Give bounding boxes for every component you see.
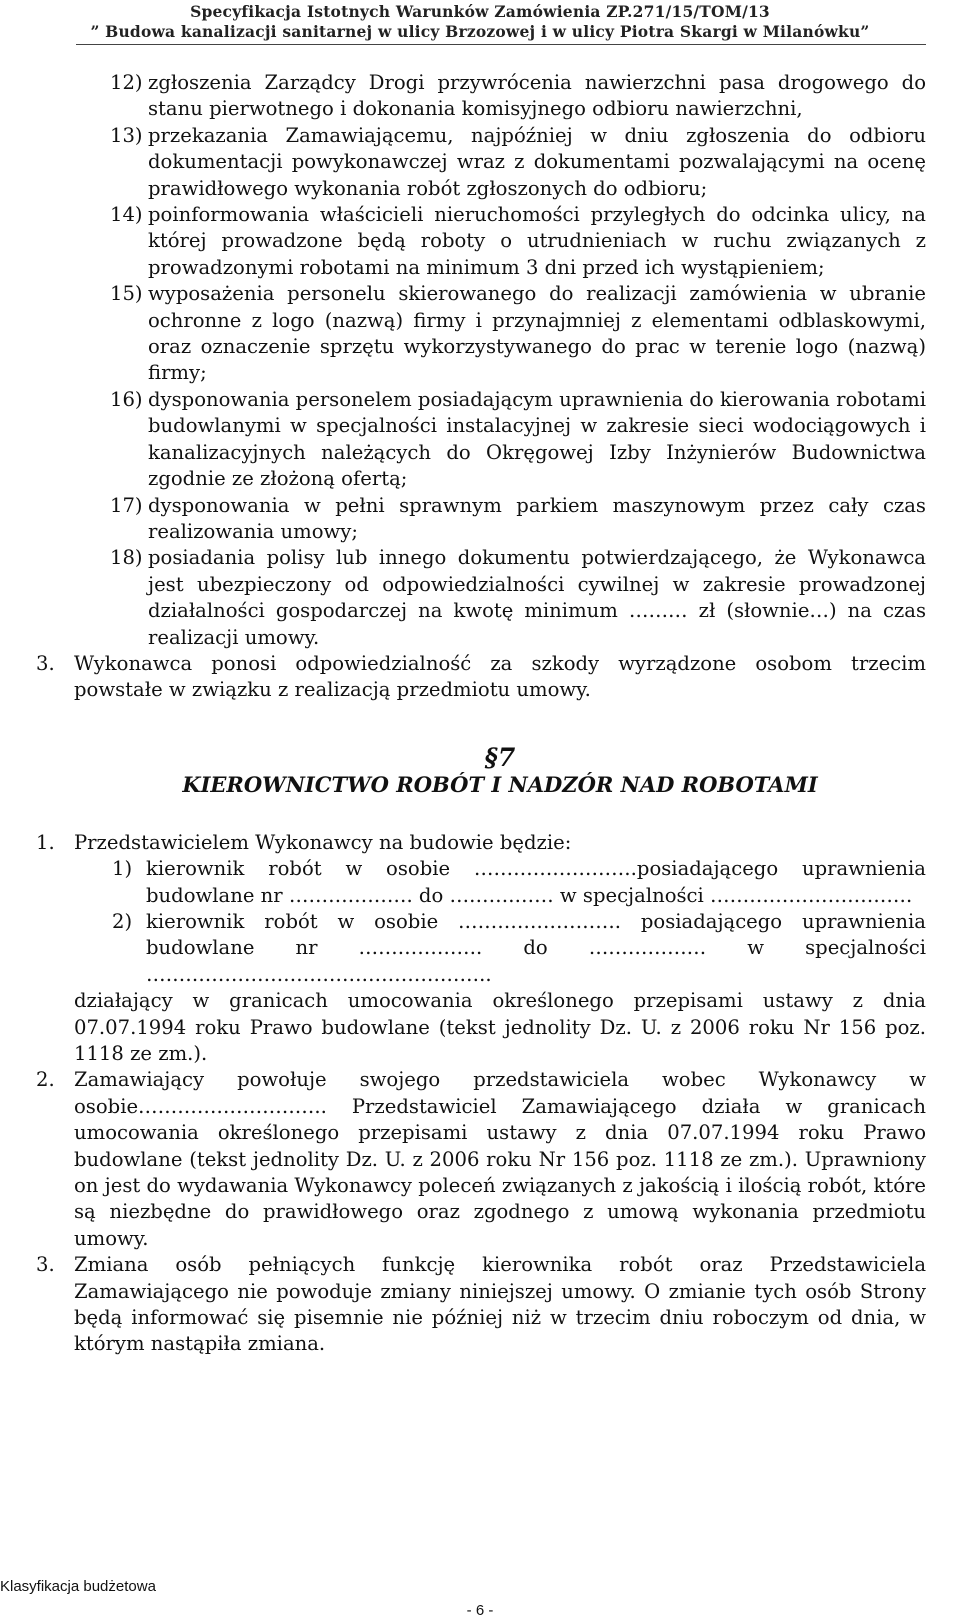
paragraph-intro: Przedstawicielem Wykonawcy na budowie będzie: xyxy=(74,830,572,854)
sub-item-1 xyxy=(74,856,926,909)
sub-item-2 xyxy=(74,909,926,988)
paragraph-point-2-employer-rep xyxy=(36,1067,926,1252)
header-spec-title: Specyfikacja Istotnych Warunków Zamówienia ZP.271/15/TOM/13 xyxy=(190,2,770,21)
list-item-text: dysponowania personelem posiadającym uprawnienia do kierowania robotami budowlanymi w specjalności instalacyjnej w zakresie sieci wodociągowych i kanalizacyjnych należących do Okręgowej Izby Inżynierów Budownictwa zgodnie ze złożoną ofertą; xyxy=(148,387,926,491)
paragraph-number: 1. xyxy=(36,830,55,854)
paragraph-number: 2. xyxy=(36,1068,55,1092)
paragraph-point-3-liability xyxy=(36,651,926,704)
list-item-number: 13) xyxy=(110,123,143,147)
list-item-15 xyxy=(74,281,926,387)
footer-classification: Klasyfikacja budżetowa xyxy=(0,1578,156,1595)
list-item-text: zgłoszenia Zarządcy Drogi przywrócenia nawierzchni pasa drogowego do stanu pierwotnego i dokonania komisyjnego odbioru nawierzchni, xyxy=(148,71,926,121)
list-item-12 xyxy=(74,70,926,123)
sub-item-text: kierownik robót w osobie …………………….posiadającego uprawnienia budowlane nr ………………. do ……….…… w specjalności …………………………. xyxy=(146,857,926,907)
sub-item-text: kierownik robót w osobie ……………………. posiadającego uprawnienia budowlane nr ………………. do ……………… w specjalności …………………………………………….. xyxy=(146,909,926,986)
document-body xyxy=(36,70,926,1358)
list-item-13 xyxy=(74,123,926,202)
list-item-text: poinformowania właścicieli nieruchomości przyległych do odcinka ulicy, na której prowadzone będą roboty o utrudnieniach w ruchu związanych z prowadzonymi robotami na minimum 3 dni przed ich wystąpieniem; xyxy=(148,203,926,279)
list-item-number: 15) xyxy=(110,282,143,306)
header-divider xyxy=(76,44,926,45)
section-title: KIEROWNICTWO ROBÓT I NADZÓR NAD ROBOTAMI xyxy=(182,771,818,797)
paragraph-point-3-change-of-persons xyxy=(36,1252,926,1358)
list-item-text: przekazania Zamawiającemu, najpóźniej w dniu zgłoszenia do odbioru dokumentacji powykonawczej wraz z dokumentami pozwalającymi na ocenę prawidłowego wykonania robót zgłoszonych do odbioru; xyxy=(148,123,926,200)
list-item-number: 12) xyxy=(110,71,143,94)
page-number: - 6 - xyxy=(466,1602,494,1619)
list-item-17 xyxy=(74,493,926,546)
list-item-text: wyposażenia personelu skierowanego do realizacji zamówienia w ubranie ochronne z logo (nazwą) firmy i przynajmniej z elementami odblaskowymi, oraz oznaczenie sprzętu wykorzystywanego do prac w terenie logo (nazwą) firmy; xyxy=(148,282,926,385)
list-item-number: 14) xyxy=(110,203,143,227)
list-item-number: 17) xyxy=(110,493,143,517)
list-item-18 xyxy=(74,545,926,651)
list-item-number: 16) xyxy=(110,387,143,411)
list-item-text: posiadania polisy lub innego dokumentu potwierdzającego, że Wykonawca jest ubezpieczony od odpowiedzialności cywilnej w zakresie prowadzonej działalności gospodarczej na kwotę minimum ……… zł (słownie…) na czas realizacji umowy. xyxy=(148,546,926,649)
list-item-text: dysponowania w pełni sprawnym parkiem maszynowym przez cały czas realizowania umowy; xyxy=(148,493,926,543)
list-item-14 xyxy=(74,202,926,281)
list-item-number: 18) xyxy=(110,546,143,570)
paragraph-closing: działający w granicach umocowania określonego przepisami ustawy z dnia 07.07.1994 roku Prawo budowlane (tekst jednolity Dz. U. z 2006 roku Nr 156 poz. 1118 ze zm.). xyxy=(74,989,926,1065)
header-project-title: ” Budowa kanalizacji sanitarnej w ulicy Brzozowej i w ulicy Piotra Skargi w Milanówku” xyxy=(90,22,870,41)
paragraph-point-1-contractor-rep xyxy=(36,830,926,856)
paragraph-text: Wykonawca ponosi odpowiedzialność za szkody wyrządzone osobom trzecim powstałe w związku z realizacją przedmiotu umowy. xyxy=(74,651,926,702)
paragraph-number: 3. xyxy=(36,1253,55,1277)
sub-item-number: 2) xyxy=(112,909,133,933)
list-item-16 xyxy=(74,387,926,493)
paragraph-number: 3. xyxy=(36,651,55,675)
paragraph-text: Zamawiający powołuje swojego przedstawiciela wobec Wykonawcy w osobie……………………….. Przedstawiciel Zamawiającego działa w granicach umocowania określonego przepisami ustawy z dnia 07.07.1994 roku Prawo budowlane (tekst jednolity Dz. U. z 2006 roku Nr 156 poz. 1118 ze zm.). Uprawniony on jest do wydawania Wykonawcy poleceń związanych z jakością i ilością robót, które są niezbędne do prawidłowego oraz zgodnego z umową wykonania przedmiotu umowy. xyxy=(74,1068,926,1250)
section-heading xyxy=(74,744,926,798)
paragraph-text: Zmiana osób pełniących funkcję kierownika robót oraz Przedstawiciela Zamawiającego nie powoduje zmiany niniejszej umowy. O zmianie tych osób Strony będą informować się pisemnie nie później niż w trzecim dniu roboczym od dnia, w którym nastąpiła zmiana. xyxy=(74,1253,926,1356)
sub-item-number: 1) xyxy=(112,857,133,881)
section-number: §7 xyxy=(484,742,516,772)
